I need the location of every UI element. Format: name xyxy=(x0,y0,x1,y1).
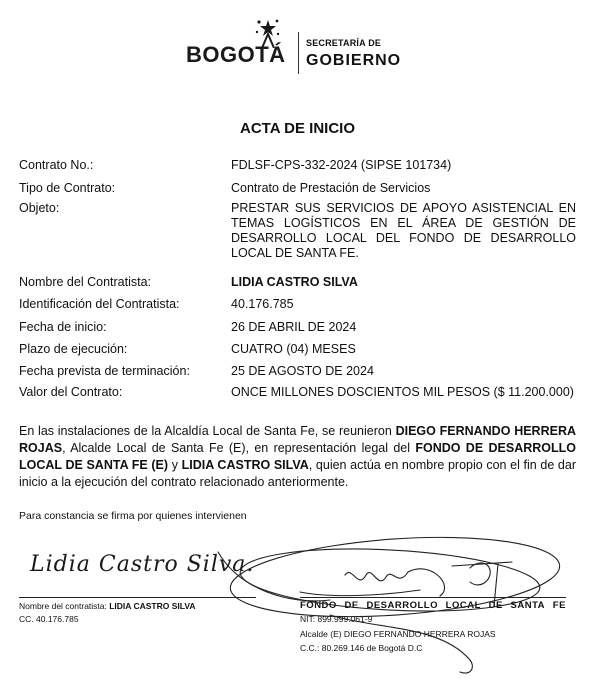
fondo-word: DE xyxy=(488,600,503,611)
logo-org-top: SECRETARÍA DE xyxy=(306,38,382,48)
alcalde-name: Alcalde (E) DIEGO FERNANDO HERRERA ROJAS xyxy=(300,628,496,639)
field-value-fecha-inicio: 26 DE ABRIL DE 2024 xyxy=(231,320,357,334)
field-label-objeto: Objeto: xyxy=(19,201,60,215)
field-label-contrato: Contrato No.: xyxy=(19,158,94,172)
fondo-word: DESARROLLO xyxy=(366,600,438,611)
fondo-nit: NIT: 899.999.061-9 xyxy=(300,614,373,624)
field-label-identificacion: Identificación del Contratista: xyxy=(19,297,180,311)
logo-org-bottom: GOBIERNO xyxy=(306,52,402,69)
field-label-tipo: Tipo de Contrato: xyxy=(19,181,116,195)
field-value-terminacion: 25 DE AGOSTO DE 2024 xyxy=(231,364,374,378)
field-label-plazo: Plazo de ejecución: xyxy=(19,342,128,356)
constancia-text: Para constancia se firma por quienes intervienen xyxy=(19,510,247,522)
field-value-objeto: PRESTAR SUS SERVICIOS DE APOYO ASISTENCIAL EN TEMAS LOGÍSTICOS EN EL ÁREA DE GESTIÓN DE DESARROLLO LOCAL DEL FONDO DE DESARROLLO LOCAL DE SANTA FE. xyxy=(231,201,576,260)
signature-line-right xyxy=(300,597,566,598)
field-value-contratista: LIDIA CASTRO SILVA xyxy=(231,275,358,289)
field-value-plazo: CUATRO (04) MESES xyxy=(231,342,356,356)
document-title: ACTA DE INICIO xyxy=(240,120,355,137)
para-bold-fondo: FONDO DE DESARROLLO LOCAL DE SANTA FE (E) xyxy=(19,441,577,472)
para-text-3: y xyxy=(168,458,182,472)
bogota-gobierno-logo xyxy=(180,18,420,78)
field-value-tipo: Contrato de Prestación de Servicios xyxy=(231,181,431,195)
logo-city-text: BOGOTÁ xyxy=(186,42,286,67)
logo-separator xyxy=(298,32,299,74)
fondo-word: DE xyxy=(344,600,359,611)
para-bold-alcalde: DIEGO FERNANDO HERRERA ROJAS xyxy=(19,424,577,455)
handwritten-signature-contratista: Lidia Castro Silva. xyxy=(30,552,255,577)
field-label-fecha-inicio: Fecha de inicio: xyxy=(19,320,107,334)
signature-block-right xyxy=(300,600,566,655)
star-cluster-icon xyxy=(254,18,280,48)
field-value-valor: ONCE MILLONES DOSCIENTOS MIL PESOS ($ 11.200.000) xyxy=(231,385,574,399)
fondo-name-line xyxy=(300,600,566,611)
field-label-valor: Valor del Contrato: xyxy=(19,385,123,399)
signature-id-left: CC. 40.176.785 xyxy=(19,614,79,624)
fondo-word: SANTA xyxy=(510,600,546,611)
field-value-contrato: FDLSF-CPS-332-2024 (SIPSE 101734) xyxy=(231,158,452,172)
para-bold-contratista: LIDIA CASTRO SILVA xyxy=(181,458,309,472)
caption-prefix: Nombre del contratista: xyxy=(19,601,110,611)
para-text-4: , quien actúa en nombre propio con el fin de dar inicio a la ejecución del contrato relacionado anteriormente. xyxy=(19,458,576,489)
para-text-1: En las instalaciones de la Alcaldía Local de Santa Fe, se reunieron xyxy=(19,424,396,438)
intro-paragraph xyxy=(19,423,576,491)
field-label-contratista: Nombre del Contratista: xyxy=(19,275,152,289)
field-label-terminacion: Fecha prevista de terminación: xyxy=(19,364,190,378)
signature-line-left xyxy=(19,597,256,598)
fondo-word: LOCAL xyxy=(445,600,481,611)
signature-caption-left xyxy=(19,601,196,613)
para-text-2: , Alcalde Local de Santa Fe (E), en representación legal del xyxy=(62,441,416,455)
fondo-word: FE xyxy=(552,600,566,611)
fondo-word: FONDO xyxy=(300,600,337,611)
alcalde-cc: C.C.: 80.269.146 de Bogotá D.C xyxy=(300,643,423,653)
field-value-identificacion: 40.176.785 xyxy=(231,297,294,311)
caption-name: LIDIA CASTRO SILVA xyxy=(109,601,196,611)
